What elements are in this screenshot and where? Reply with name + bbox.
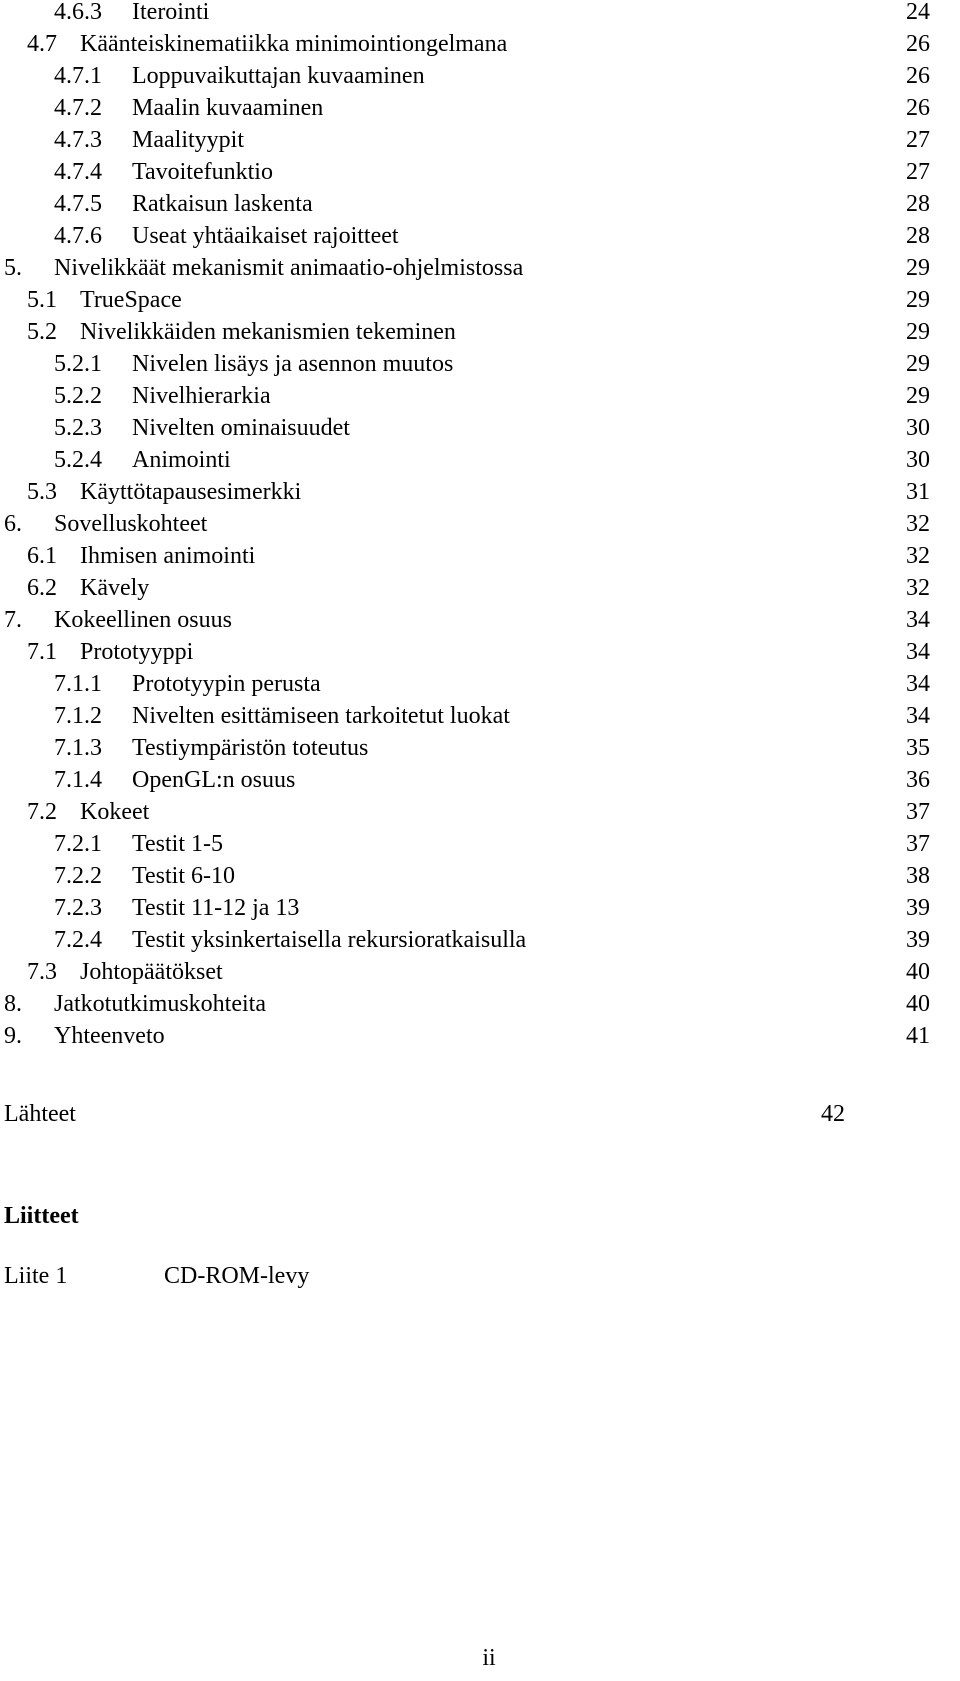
toc-entry [0,732,930,764]
toc-entry-title: Nivelikkäät mekanismit animaatio-ohjelmistossa [54,255,524,281]
toc-entry-page: 29 [906,351,930,377]
toc-entry-title: Useat yhtäaikaiset rajoitteet [132,223,399,249]
toc-entry-title: Testit 11-12 ja 13 [132,895,300,921]
toc-entry-page: 34 [906,703,930,729]
toc-entry-number: 5.2.2 [54,383,102,409]
toc-entry [0,60,930,92]
toc-entry-title: Yhteenveto [54,1023,165,1049]
toc-entry [0,540,930,572]
toc-entry-number: 4.7 [27,31,57,57]
toc-entry-number: 5.2.3 [54,415,102,441]
toc-entry-page: 39 [906,895,930,921]
toc-entry-number: 7.1.2 [54,703,102,729]
toc-entry-title: Jatkotutkimuskohteita [54,991,266,1017]
toc-entry-page: 27 [906,127,930,153]
toc-entry-page: 38 [906,863,930,889]
toc-entry [0,956,930,988]
toc-entry-title: Käänteiskinematiikka minimointiongelmana [80,31,508,57]
toc-entry-number: 7.2 [27,799,57,825]
toc-entry-number: 7.1 [27,639,57,665]
toc-entry [0,700,930,732]
toc-entry-page: 30 [906,447,930,473]
toc-entry-page: 39 [906,927,930,953]
toc-entry-page: 26 [906,95,930,121]
toc-entry-title: Kokeet [80,799,150,825]
toc-entry-page: 29 [906,287,930,313]
toc-entry-title: Nivelten esittämiseen tarkoitetut luokat [132,703,510,729]
toc-entry [0,188,930,220]
toc-entry-page: 34 [906,607,930,633]
toc-entry-title: Sovelluskohteet [54,511,208,537]
toc-entry-page: 37 [906,799,930,825]
toc-entry [0,860,930,892]
toc-entry-number: 4.7.5 [54,191,102,217]
toc-entry [0,1020,930,1052]
toc-entry-page: 34 [906,671,930,697]
toc-entry-title: Testit yksinkertaisella rekursioratkaisulla [132,927,527,953]
toc-entry-title: Prototyyppi [80,639,194,665]
appendix-label: Liite 1 [4,1263,68,1289]
toc-entry [0,476,930,508]
toc-entry-title: TrueSpace [80,287,182,313]
toc-entry-title: Nivelikkäiden mekanismien tekeminen [80,319,456,345]
toc-entry-number: 5.2 [27,319,57,345]
toc-entry-number: 8. [4,991,22,1017]
toc-entry-number: 7.2.4 [54,927,102,953]
toc-entry-number: 6. [4,511,22,537]
page-number: ii [482,1645,496,1671]
references-page: 42 [821,1101,845,1127]
toc-entry-page: 32 [906,511,930,537]
toc-entry [0,604,930,636]
toc-entry [0,636,930,668]
toc-entry [0,764,930,796]
toc-entry-title: Nivelten ominaisuudet [132,415,350,441]
toc-entry-title: Kokeellinen osuus [54,607,232,633]
toc-entry-page: 34 [906,639,930,665]
appendix-title: CD-ROM-levy [164,1263,310,1289]
toc-entry-page: 29 [906,383,930,409]
appendix-entry [0,1260,900,1292]
appendices-heading: Liitteet [4,1203,79,1229]
toc-entry-title: Animointi [132,447,231,473]
toc-entry-number: 4.7.2 [54,95,102,121]
toc-entry-number: 7. [4,607,22,633]
toc-entry-number: 6.2 [27,575,57,601]
toc-entry-number: 6.1 [27,543,57,569]
toc-entry-number: 4.7.3 [54,127,102,153]
toc-entry [0,0,930,28]
toc-entry-number: 4.6.3 [54,0,102,25]
toc-entry-page: 24 [906,0,930,25]
toc-entry-page: 29 [906,255,930,281]
toc-entry-number: 5. [4,255,22,281]
toc-entry-number: 7.1.1 [54,671,102,697]
toc-entry-page: 41 [906,1023,930,1049]
toc-entry-title: OpenGL:n osuus [132,767,296,793]
toc-entry [0,924,930,956]
toc-entry-title: Loppuvaikuttajan kuvaaminen [132,63,425,89]
toc-entry [0,988,930,1020]
toc-entry-title: Johtopäätökset [80,959,223,985]
toc-entry-title: Testit 6-10 [132,863,235,889]
toc-entry-number: 7.2.2 [54,863,102,889]
toc-entry-title: Kävely [80,575,150,601]
toc-entry [0,668,930,700]
toc-entry [0,28,930,60]
toc-entry [0,156,930,188]
toc-entry [0,444,930,476]
toc-entry [0,348,930,380]
toc-entry-title: Testiympäristön toteutus [132,735,369,761]
toc-entry [0,572,930,604]
toc-entry-title: Maalityypit [132,127,244,153]
toc-entry-number: 5.1 [27,287,57,313]
toc-entry-number: 5.3 [27,479,57,505]
toc-entry-title: Maalin kuvaaminen [132,95,324,121]
toc-entry-number: 4.7.6 [54,223,102,249]
toc-entry-page: 32 [906,543,930,569]
toc-entry [0,892,930,924]
toc-entry-title: Ratkaisun laskenta [132,191,313,217]
toc-entry-number: 7.1.3 [54,735,102,761]
toc-entry [0,380,930,412]
references-entry [0,1098,845,1130]
toc-entry-number: 7.3 [27,959,57,985]
toc-entry-title: Iterointi [132,0,210,25]
toc-entry [0,92,930,124]
toc-entry-title: Ihmisen animointi [80,543,256,569]
toc-entry-page: 26 [906,31,930,57]
toc-entry-page: 40 [906,959,930,985]
toc-entry-number: 5.2.1 [54,351,102,377]
toc-entry-number: 5.2.4 [54,447,102,473]
toc-entry-number: 4.7.4 [54,159,102,185]
toc-entry-title: Prototyypin perusta [132,671,321,697]
toc-entry-page: 30 [906,415,930,441]
toc-entry-page: 32 [906,575,930,601]
toc-entry [0,508,930,540]
references-title: Lähteet [4,1101,76,1127]
toc-entry-number: 4.7.1 [54,63,102,89]
toc-entry [0,828,930,860]
toc-entry [0,220,930,252]
toc-entry-number: 7.2.1 [54,831,102,857]
toc-entry [0,796,930,828]
toc-entry-title: Testit 1-5 [132,831,223,857]
toc-entry-number: 7.2.3 [54,895,102,921]
toc-entry-page: 36 [906,767,930,793]
toc-entry-page: 35 [906,735,930,761]
toc-entry [0,124,930,156]
toc-entry [0,316,930,348]
toc-entry-page: 27 [906,159,930,185]
toc-entry-number: 9. [4,1023,22,1049]
toc-entry-page: 31 [906,479,930,505]
toc-entry-title: Nivelhierarkia [132,383,271,409]
toc-entry-page: 37 [906,831,930,857]
toc-entry-title: Tavoitefunktio [132,159,273,185]
toc-entry-page: 28 [906,191,930,217]
toc-entry-page: 28 [906,223,930,249]
toc-entry-number: 7.1.4 [54,767,102,793]
toc-entry-title: Nivelen lisäys ja asennon muutos [132,351,454,377]
toc-entry-page: 29 [906,319,930,345]
toc-entry-page: 40 [906,991,930,1017]
toc-entry [0,412,930,444]
toc-entry [0,252,930,284]
toc-entry [0,284,930,316]
toc-entry-title: Käyttötapausesimerkki [80,479,302,505]
toc-entry-page: 26 [906,63,930,89]
